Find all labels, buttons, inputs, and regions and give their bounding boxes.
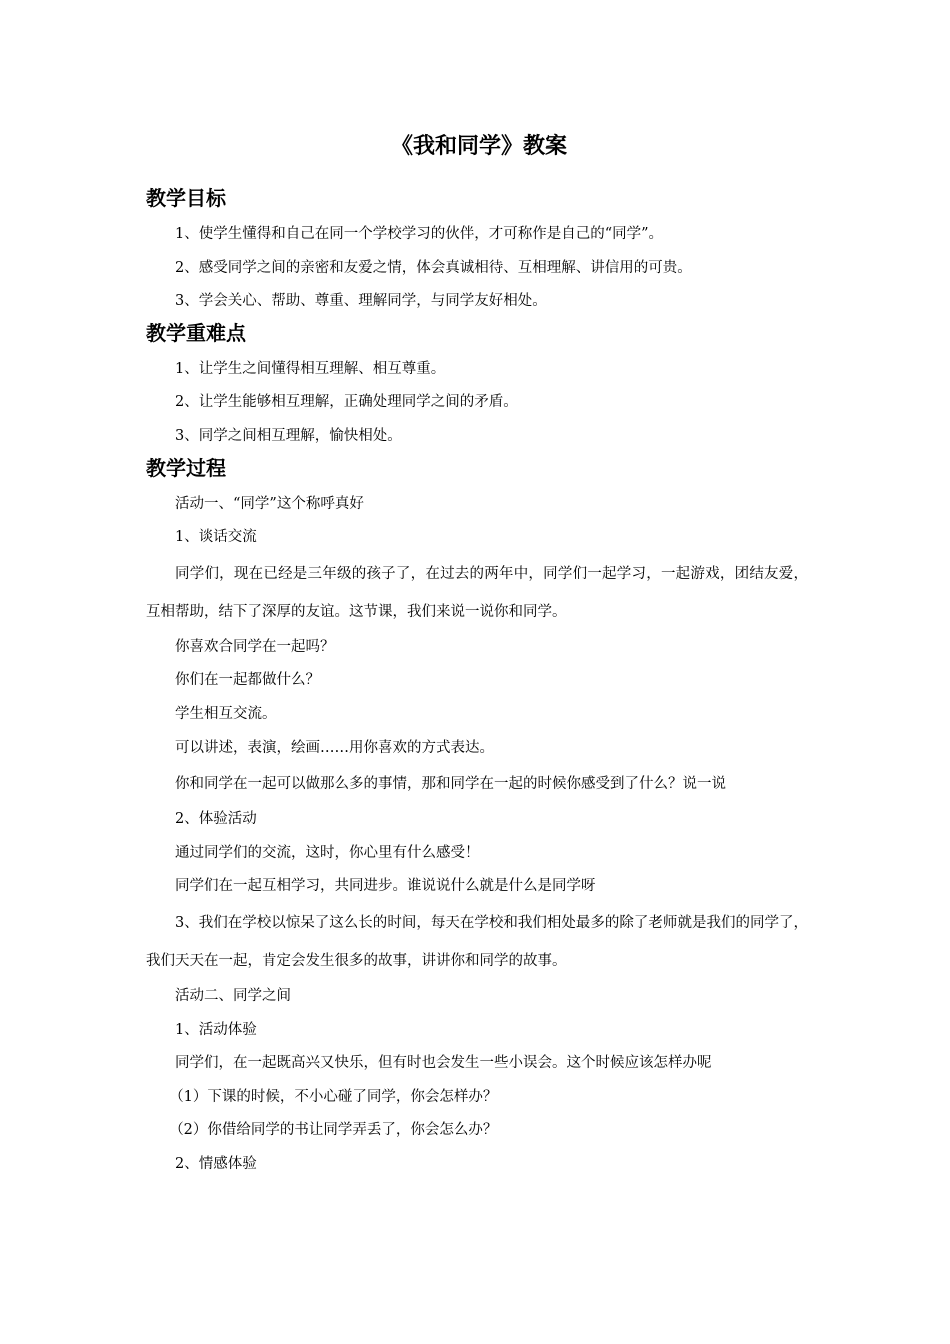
document-title: 《我和同学》教案 (390, 134, 567, 159)
paragraph: 2、感受同学之间的亲密和友爱之情，体会真诚相待、互相理解、讲信用的可贵。 (175, 259, 692, 276)
paragraph: 通过同学们的交流，这时，你心里有什么感受！ (175, 844, 480, 861)
paragraph: 你和同学在一起可以做那么多的事情，那和同学在一起的时候你感受到了什么？说一说 (175, 776, 726, 793)
paragraph: 同学们在一起互相学习，共同进步。谁说说什么就是什么是同学呀 (175, 878, 596, 895)
paragraph: 学生相互交流。 (175, 705, 277, 722)
paragraph: （2）你借给同学的书让同学弄丢了，你会怎么办？ (169, 1122, 498, 1139)
section-heading: 教学重难点 (146, 320, 246, 345)
section-heading: 教学目标 (146, 186, 226, 210)
paragraph: 1、使学生懂得和自己在同一个学校学习的伙伴，才可称作是自己的“同学”。 (175, 226, 664, 242)
paragraph: 3、同学之间相互理解，愉快相处。 (175, 427, 402, 444)
paragraph: 活动二、同学之间 (175, 987, 291, 1004)
paragraph: 活动一、“同学”这个称呼真好 (175, 495, 364, 512)
document-page (146, 132, 808, 1181)
paragraph: （1）下课的时候，不小心碰了同学，你会怎样办？ (169, 1088, 498, 1105)
paragraph: 1、让学生之间懂得相互理解、相互尊重。 (175, 360, 446, 377)
paragraph: 3、学会关心、帮助、尊重、理解同学，与同学友好相处。 (175, 293, 547, 310)
section-key-difficulties (146, 319, 808, 454)
paragraph: 3、我们在学校以惊呆了这么长的时间，每天在学校和我们相处最多的除了老师就是我们的同学了，我们天天在一起，肯定会发生很多的故事，讲讲你和同学的故事。 (146, 914, 808, 969)
paragraph: 2、让学生能够相互理解，正确处理同学之间的矛盾。 (175, 394, 518, 411)
paragraph: 同学们，在一起既高兴又快乐，但有时也会发生一些小误会。这个时候应该怎样办呢 (175, 1055, 712, 1072)
paragraph: 2、体验活动 (175, 811, 257, 828)
section-teaching-goals (146, 184, 808, 319)
paragraph: 你们在一起都做什么？ (175, 672, 320, 689)
paragraph: 1、谈话交流 (175, 529, 257, 546)
paragraph: 1、活动体验 (175, 1021, 257, 1038)
paragraph: 可以讲述，表演，绘画……用你喜欢的方式表达。 (175, 739, 494, 756)
paragraph: 同学们，现在已经是三年级的孩子了，在过去的两年中，同学们一起学习，一起游戏，团结友爱，互相帮助，结下了深厚的友谊。这节课，我们来说一说你和同学。 (146, 565, 808, 620)
section-heading: 教学过程 (146, 455, 226, 480)
paragraph: 你喜欢合同学在一起吗？ (175, 638, 335, 655)
section-teaching-process (146, 454, 808, 1182)
paragraph: 2、情感体验 (175, 1155, 257, 1172)
